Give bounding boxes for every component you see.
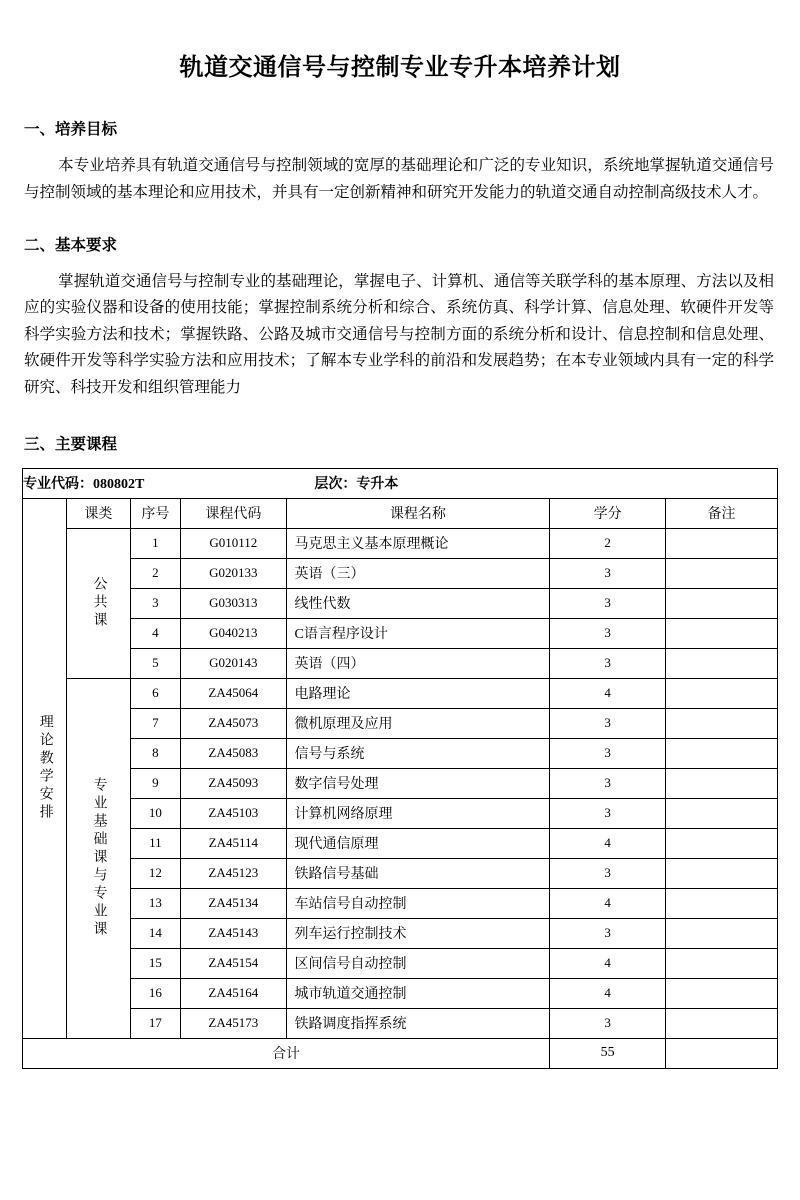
row-code: G040213 bbox=[181, 618, 286, 648]
row-name: 电路理论 bbox=[286, 678, 550, 708]
row-code: G020143 bbox=[181, 648, 286, 678]
type-label-wrap bbox=[23, 499, 66, 1038]
row-no: 8 bbox=[130, 738, 181, 768]
row-name: 铁路调度指挥系统 bbox=[286, 1008, 550, 1038]
row-no: 11 bbox=[130, 828, 181, 858]
row-code: G010112 bbox=[181, 528, 286, 558]
row-name: 线性代数 bbox=[286, 588, 550, 618]
row-credits: 3 bbox=[550, 918, 666, 948]
table-row bbox=[23, 558, 778, 588]
row-credits: 3 bbox=[550, 588, 666, 618]
group-label-specialty bbox=[67, 678, 130, 1038]
row-name: 计算机网络原理 bbox=[286, 798, 550, 828]
row-remark bbox=[666, 978, 778, 1008]
table-row bbox=[23, 678, 778, 708]
row-name: 铁路信号基础 bbox=[286, 858, 550, 888]
type-label-text: 理论教学安排 bbox=[37, 714, 53, 823]
group-label-public bbox=[67, 528, 130, 678]
row-code: G020133 bbox=[181, 558, 286, 588]
row-credits: 3 bbox=[550, 1008, 666, 1038]
section-body-requirements bbox=[22, 269, 778, 402]
row-no: 6 bbox=[130, 678, 181, 708]
row-remark bbox=[666, 618, 778, 648]
row-credits: 4 bbox=[550, 978, 666, 1008]
row-credits: 3 bbox=[550, 798, 666, 828]
row-remark bbox=[666, 558, 778, 588]
row-remark bbox=[666, 648, 778, 678]
row-no: 1 bbox=[130, 528, 181, 558]
row-code: ZA45143 bbox=[181, 918, 286, 948]
table-row bbox=[23, 738, 778, 768]
row-no: 7 bbox=[130, 708, 181, 738]
row-no: 15 bbox=[130, 948, 181, 978]
row-remark bbox=[666, 528, 778, 558]
row-no: 3 bbox=[130, 588, 181, 618]
table-row bbox=[23, 768, 778, 798]
row-name: 现代通信原理 bbox=[286, 828, 550, 858]
row-remark bbox=[666, 888, 778, 918]
page-title: 轨道交通信号与控制专业专升本培养计划 bbox=[179, 54, 621, 81]
row-remark bbox=[666, 738, 778, 768]
table-row bbox=[23, 918, 778, 948]
row-remark bbox=[666, 798, 778, 828]
row-code: G030313 bbox=[181, 588, 286, 618]
requirements-text: 掌握轨道交通信号与控制专业的基础理论，掌握电子、计算机、通信等关联学科的基本原理、方法以及相应的实验仪器和设备的使用技能；掌握控制系统分析和综合、系统仿真、科学计算、信息处理、软硬件开发等科学实验方法和技术；掌握铁路、公路及城市交通信号与控制方面的系统分析和设计、信息控制和信息处理、软硬件开发等科学实验方法和应用技术；了解本专业学科的前沿和发展趋势；在本专业领域内具有一定的科学研究、科技开发和组织管理能力 bbox=[24, 272, 774, 397]
major-code-label: 专业代码： bbox=[23, 477, 93, 493]
row-no: 10 bbox=[130, 798, 181, 828]
table-total-row bbox=[23, 1038, 778, 1068]
row-code: ZA45093 bbox=[181, 768, 286, 798]
total-credits: 55 bbox=[550, 1038, 666, 1068]
level-label: 层次： bbox=[314, 477, 357, 493]
row-credits: 3 bbox=[550, 768, 666, 798]
table-row bbox=[23, 708, 778, 738]
row-name: 信号与系统 bbox=[286, 738, 550, 768]
header-remark: 备注 bbox=[666, 498, 778, 528]
table-meta-row bbox=[23, 468, 778, 498]
row-credits: 3 bbox=[550, 558, 666, 588]
row-remark bbox=[666, 678, 778, 708]
section-heading-requirements: 二、基本要求 bbox=[24, 236, 118, 254]
table-row bbox=[23, 798, 778, 828]
row-credits: 4 bbox=[550, 888, 666, 918]
course-table bbox=[22, 468, 778, 1069]
row-no: 4 bbox=[130, 618, 181, 648]
level-value: 专升本 bbox=[356, 477, 399, 493]
row-no: 13 bbox=[130, 888, 181, 918]
row-code: ZA45154 bbox=[181, 948, 286, 978]
row-credits: 4 bbox=[550, 948, 666, 978]
row-code: ZA45134 bbox=[181, 888, 286, 918]
row-remark bbox=[666, 858, 778, 888]
row-code: ZA45114 bbox=[181, 828, 286, 858]
row-credits: 3 bbox=[550, 858, 666, 888]
row-name: 区间信号自动控制 bbox=[286, 948, 550, 978]
row-remark bbox=[666, 948, 778, 978]
row-remark bbox=[666, 708, 778, 738]
major-code-value: 080802T bbox=[93, 477, 145, 493]
row-code: ZA45073 bbox=[181, 708, 286, 738]
row-code: ZA45164 bbox=[181, 978, 286, 1008]
row-name: 列车运行控制技术 bbox=[286, 918, 550, 948]
table-row bbox=[23, 978, 778, 1008]
header-course-name: 课程名称 bbox=[286, 498, 550, 528]
section-heading-courses: 三、主要课程 bbox=[24, 435, 118, 453]
objectives-text: 本专业培养具有轨道交通信号与控制领域的宽厚的基础理论和广泛的专业知识，系统地掌握轨道交通信号与控制领域的基本理论和应用技术，并具有一定创新精神和研究开发能力的轨道交通自动控制高级技术人才。 bbox=[24, 157, 774, 201]
table-row bbox=[23, 648, 778, 678]
row-name: 数字信号处理 bbox=[286, 768, 550, 798]
row-code: ZA45123 bbox=[181, 858, 286, 888]
row-name: 英语（四） bbox=[286, 648, 550, 678]
header-course-code: 课程代码 bbox=[181, 498, 286, 528]
header-type-blank bbox=[23, 498, 67, 1038]
table-row bbox=[23, 828, 778, 858]
table-row bbox=[23, 888, 778, 918]
row-code: ZA45064 bbox=[181, 678, 286, 708]
section-heading-objectives: 一、培养目标 bbox=[24, 121, 118, 139]
row-name: 车站信号自动控制 bbox=[286, 888, 550, 918]
row-no: 2 bbox=[130, 558, 181, 588]
table-row bbox=[23, 858, 778, 888]
row-remark bbox=[666, 588, 778, 618]
row-name: C语言程序设计 bbox=[286, 618, 550, 648]
section-body-objectives bbox=[22, 153, 778, 206]
row-code: ZA45083 bbox=[181, 738, 286, 768]
header-credits: 学分 bbox=[550, 498, 666, 528]
table-meta-cell bbox=[23, 468, 778, 498]
row-name: 微机原理及应用 bbox=[286, 708, 550, 738]
row-name: 马克思主义基本原理概论 bbox=[286, 528, 550, 558]
row-no: 14 bbox=[130, 918, 181, 948]
total-label: 合计 bbox=[23, 1038, 550, 1068]
row-no: 9 bbox=[130, 768, 181, 798]
row-credits: 2 bbox=[550, 528, 666, 558]
row-no: 12 bbox=[130, 858, 181, 888]
row-code: ZA45173 bbox=[181, 1008, 286, 1038]
row-name: 英语（三） bbox=[286, 558, 550, 588]
row-credits: 4 bbox=[550, 678, 666, 708]
row-name: 城市轨道交通控制 bbox=[286, 978, 550, 1008]
major-code bbox=[23, 473, 144, 493]
table-row bbox=[23, 528, 778, 558]
row-code: ZA45103 bbox=[181, 798, 286, 828]
table-row bbox=[23, 1008, 778, 1038]
row-credits: 3 bbox=[550, 738, 666, 768]
row-remark bbox=[666, 768, 778, 798]
table-header-row bbox=[23, 498, 778, 528]
row-remark bbox=[666, 918, 778, 948]
row-credits: 4 bbox=[550, 828, 666, 858]
header-category: 课类 bbox=[67, 498, 130, 528]
header-no: 序号 bbox=[130, 498, 181, 528]
level bbox=[314, 473, 398, 493]
row-remark bbox=[666, 828, 778, 858]
row-no: 17 bbox=[130, 1008, 181, 1038]
row-credits: 3 bbox=[550, 708, 666, 738]
row-no: 5 bbox=[130, 648, 181, 678]
group-label-specialty-text: 专业基础课与专业课 bbox=[91, 777, 107, 940]
total-remark bbox=[666, 1038, 778, 1068]
row-credits: 3 bbox=[550, 618, 666, 648]
row-no: 16 bbox=[130, 978, 181, 1008]
row-remark bbox=[666, 1008, 778, 1038]
row-credits: 3 bbox=[550, 648, 666, 678]
group-label-public-text: 公共课 bbox=[91, 576, 107, 631]
table-row bbox=[23, 588, 778, 618]
table-row bbox=[23, 948, 778, 978]
table-row bbox=[23, 618, 778, 648]
